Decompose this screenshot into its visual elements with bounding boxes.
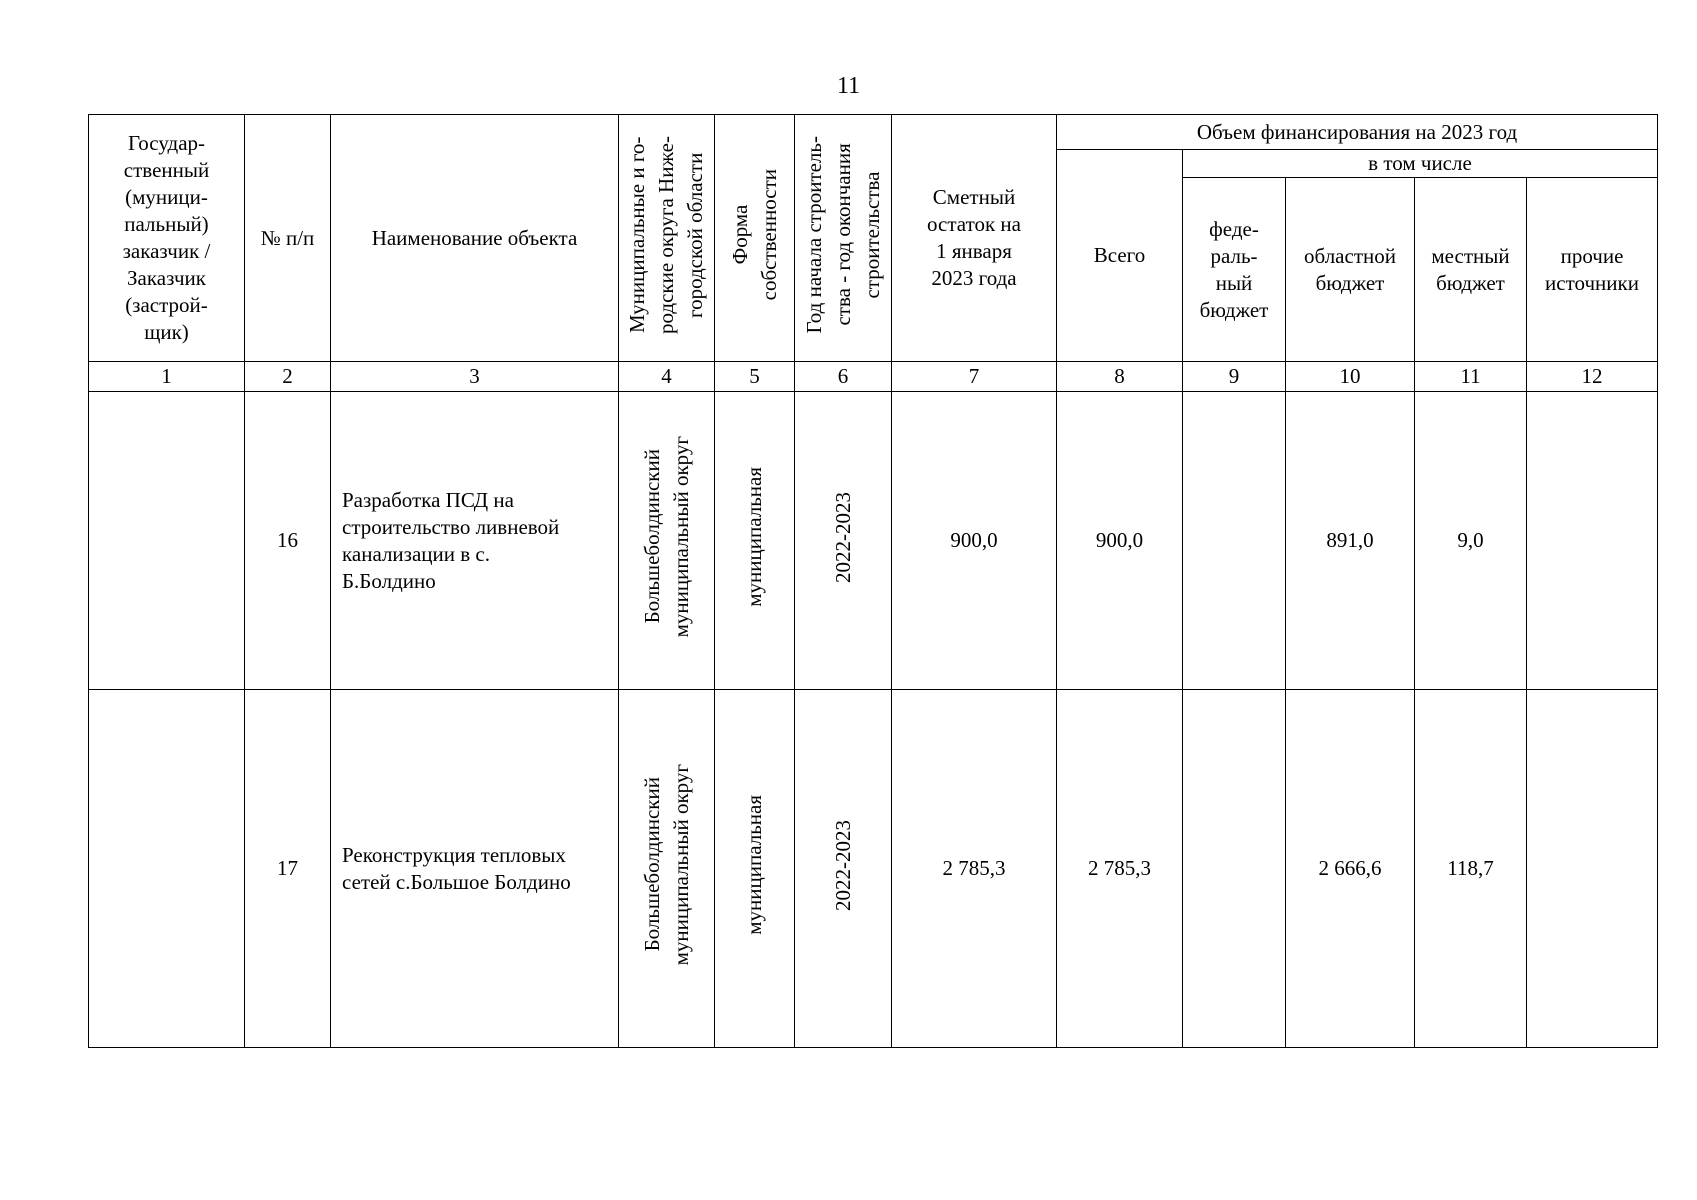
header-row-top bbox=[89, 115, 1658, 150]
cell-years bbox=[795, 392, 892, 690]
cell-number: 17 bbox=[245, 690, 331, 1048]
cell-object-name: Реконструкция тепловых сетей с.Большое Болдино bbox=[331, 690, 619, 1048]
cell-object-name: Разработка ПСД на строительство ливневой канализации в с. Б.Болдино bbox=[331, 392, 619, 690]
column-number: 7 bbox=[892, 362, 1057, 392]
table-row bbox=[89, 690, 1658, 1048]
column-number: 6 bbox=[795, 362, 892, 392]
cell-ownership bbox=[715, 690, 795, 1048]
financing-table bbox=[88, 114, 1658, 1048]
column-number: 5 bbox=[715, 362, 795, 392]
cell-total: 2 785,3 bbox=[1057, 690, 1183, 1048]
column-number: 12 bbox=[1527, 362, 1658, 392]
cell-ownership bbox=[715, 392, 795, 690]
column-number: 9 bbox=[1183, 362, 1286, 392]
cell-years bbox=[795, 690, 892, 1048]
header-estimated-balance: Сметный остаток на 1 января 2023 года bbox=[892, 115, 1057, 362]
header-ownership bbox=[715, 115, 795, 362]
cell-estimated-balance: 900,0 bbox=[892, 392, 1057, 690]
header-financing-volume: Объем финансирования на 2023 год bbox=[1057, 115, 1658, 150]
header-total: Всего bbox=[1057, 150, 1183, 362]
cell-years-text: 2022-2023 bbox=[830, 819, 855, 911]
cell-total: 900,0 bbox=[1057, 392, 1183, 690]
cell-regional-budget: 2 666,6 bbox=[1286, 690, 1415, 1048]
cell-estimated-balance: 2 785,3 bbox=[892, 690, 1057, 1048]
cell-ownership-text: муниципальная bbox=[742, 795, 766, 935]
column-number: 11 bbox=[1415, 362, 1527, 392]
page-number: 11 bbox=[836, 73, 861, 99]
cell-number: 16 bbox=[245, 392, 331, 690]
cell-local-budget: 118,7 bbox=[1415, 690, 1527, 1048]
cell-other-sources bbox=[1527, 392, 1658, 690]
header-regional-budget: областной бюджет bbox=[1286, 178, 1415, 362]
table-row bbox=[89, 392, 1658, 690]
column-number: 4 bbox=[619, 362, 715, 392]
column-number: 3 bbox=[331, 362, 619, 392]
column-number: 1 bbox=[89, 362, 245, 392]
column-number: 10 bbox=[1286, 362, 1415, 392]
header-municipality bbox=[619, 115, 715, 362]
cell-federal-budget bbox=[1183, 690, 1286, 1048]
column-number-row bbox=[89, 362, 1658, 392]
header-years-text: Год начала строитель- ства - год окончания строительства bbox=[801, 135, 884, 334]
header-ownership-text: Форма собственности bbox=[727, 168, 781, 301]
header-municipality-text: Муниципальные и го- родские округа Ниже- городской области bbox=[625, 135, 707, 334]
cell-federal-budget bbox=[1183, 392, 1286, 690]
header-including: в том числе bbox=[1183, 150, 1658, 178]
cell-ownership-text: муниципальная bbox=[742, 467, 766, 607]
header-object-name: Наименование объекта bbox=[331, 115, 619, 362]
cell-other-sources bbox=[1527, 690, 1658, 1048]
column-number: 2 bbox=[245, 362, 331, 392]
header-other-sources: прочие источники bbox=[1527, 178, 1658, 362]
header-local-budget: местный бюджет bbox=[1415, 178, 1527, 362]
cell-municipality-text: Большеболдинский муниципальный округ bbox=[639, 764, 693, 966]
cell-local-budget: 9,0 bbox=[1415, 392, 1527, 690]
cell-regional-budget: 891,0 bbox=[1286, 392, 1415, 690]
cell-customer bbox=[89, 392, 245, 690]
cell-customer bbox=[89, 690, 245, 1048]
header-years bbox=[795, 115, 892, 362]
header-number: № п/п bbox=[245, 115, 331, 362]
header-federal-budget: феде- раль- ный бюджет bbox=[1183, 178, 1286, 362]
cell-years-text: 2022-2023 bbox=[830, 491, 855, 583]
header-customer: Государ- ственный (муници- пальный) заказчик / Заказчик (застрой- щик) bbox=[89, 115, 245, 362]
cell-municipality bbox=[619, 690, 715, 1048]
cell-municipality bbox=[619, 392, 715, 690]
cell-municipality-text: Большеболдинский муниципальный округ bbox=[639, 436, 693, 638]
column-number: 8 bbox=[1057, 362, 1183, 392]
